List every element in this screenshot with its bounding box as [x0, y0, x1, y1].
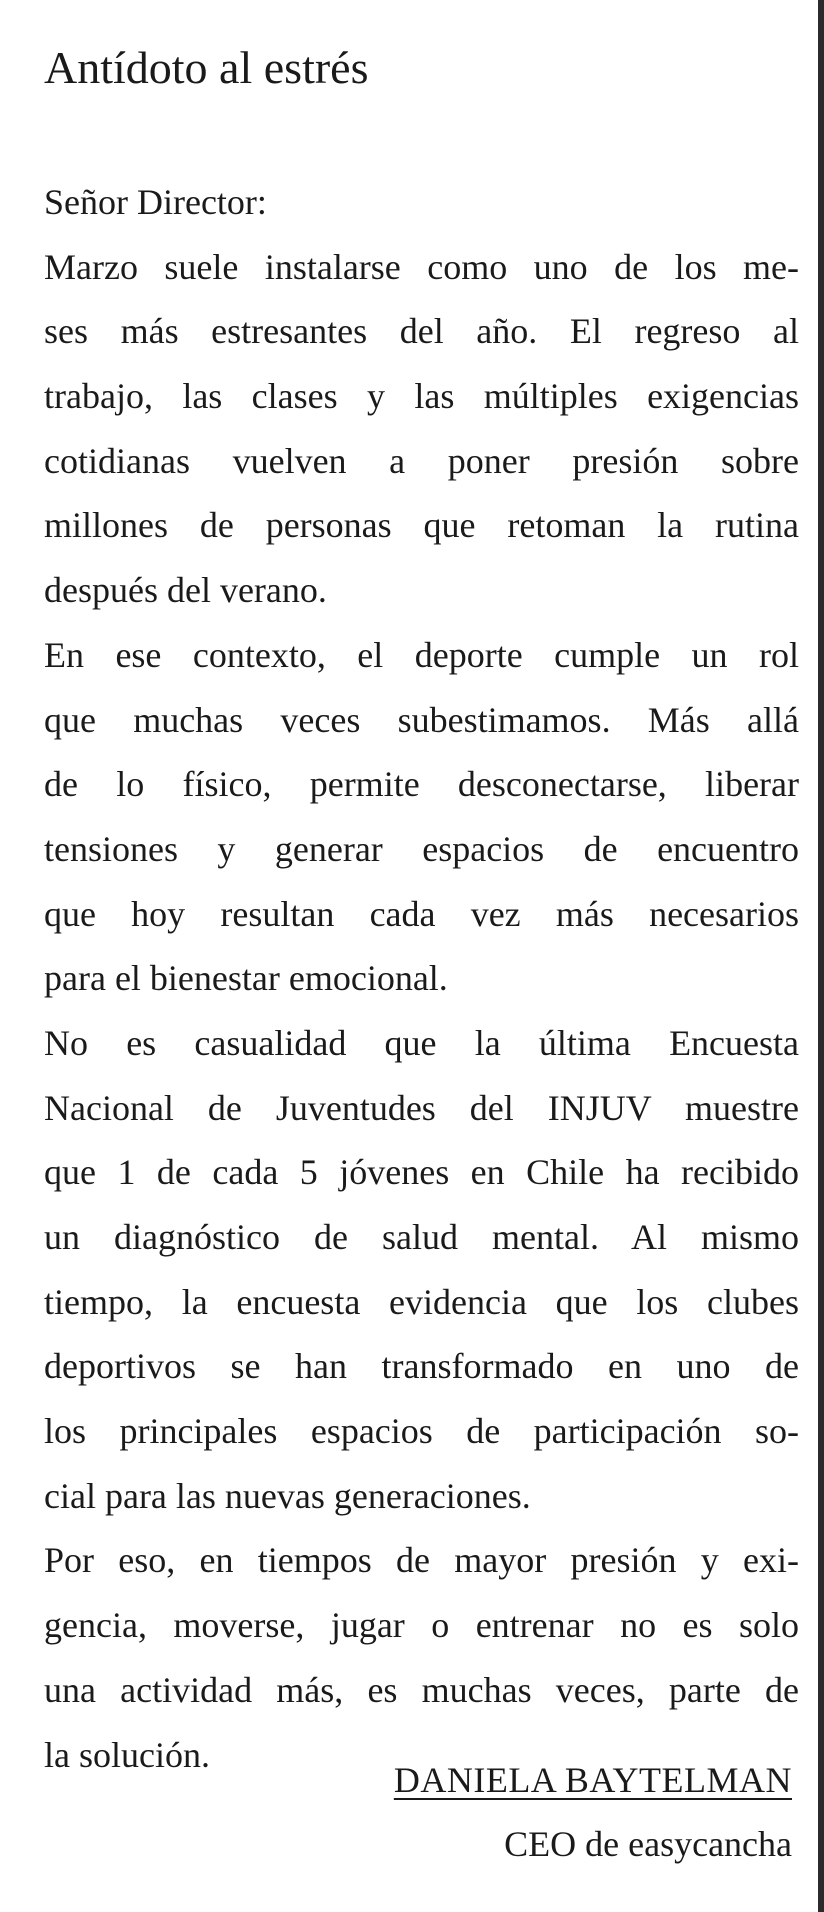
- letter-title: Antídoto al estrés: [44, 42, 369, 93]
- letter-paragraphs: [44, 235, 799, 1788]
- letter-line: una actividad más, es muchas veces, parte de: [44, 1669, 799, 1710]
- signature-role: CEO de easycancha: [504, 1824, 792, 1864]
- letter-line: que hoy resultan cada vez más necesarios: [44, 893, 799, 934]
- letter-line: cotidianas vuelven a poner presión sobre: [44, 440, 799, 481]
- letter-line: tiempo, la encuesta evidencia que los clubes: [44, 1281, 799, 1322]
- signature-name: DANIELA BAYTELMAN: [393, 1760, 792, 1800]
- letter-line: para el bienestar emocional.: [44, 958, 448, 999]
- letter-line: gencia, moverse, jugar o entrenar no es solo: [44, 1605, 799, 1646]
- letter-line: un diagnóstico de salud mental. Al mismo: [44, 1217, 799, 1257]
- letter-line: cial para las nuevas generaciones.: [44, 1475, 531, 1516]
- letter-line: los principales espacios de participación so-: [44, 1411, 799, 1452]
- letter-line: En ese contexto, el deporte cumple un rol: [44, 634, 799, 675]
- letter-line: después del verano.: [44, 570, 327, 611]
- letter-line: tensiones y generar espacios de encuentro: [44, 828, 799, 869]
- letter-line: de lo físico, permite desconectarse, liberar: [44, 764, 799, 805]
- letter-line: millones de personas que retoman la rutina: [44, 505, 799, 546]
- letter-line: que 1 de cada 5 jóvenes en Chile ha recibido: [44, 1152, 799, 1193]
- letter-greeting: Señor Director:: [44, 182, 267, 222]
- letter-line: Por eso, en tiempos de mayor presión y exi-: [44, 1540, 799, 1581]
- letter-line: trabajo, las clases y las múltiples exigencias: [44, 376, 799, 417]
- signature-block: [394, 1748, 792, 1876]
- letter-line: No es casualidad que la última Encuesta: [44, 1022, 799, 1063]
- letter-body: [44, 170, 799, 1787]
- letter-line: ses más estresantes del año. El regreso al: [44, 311, 799, 352]
- letter-line: que muchas veces subestimamos. Más allá: [44, 699, 799, 740]
- letter-line: deportivos se han transformado en uno de: [44, 1346, 799, 1387]
- letter-line: Nacional de Juventudes del INJUV muestre: [44, 1087, 799, 1128]
- letter-line: Marzo suele instalarse como uno de los me-: [44, 246, 799, 287]
- letter-line: la solución.: [44, 1734, 210, 1775]
